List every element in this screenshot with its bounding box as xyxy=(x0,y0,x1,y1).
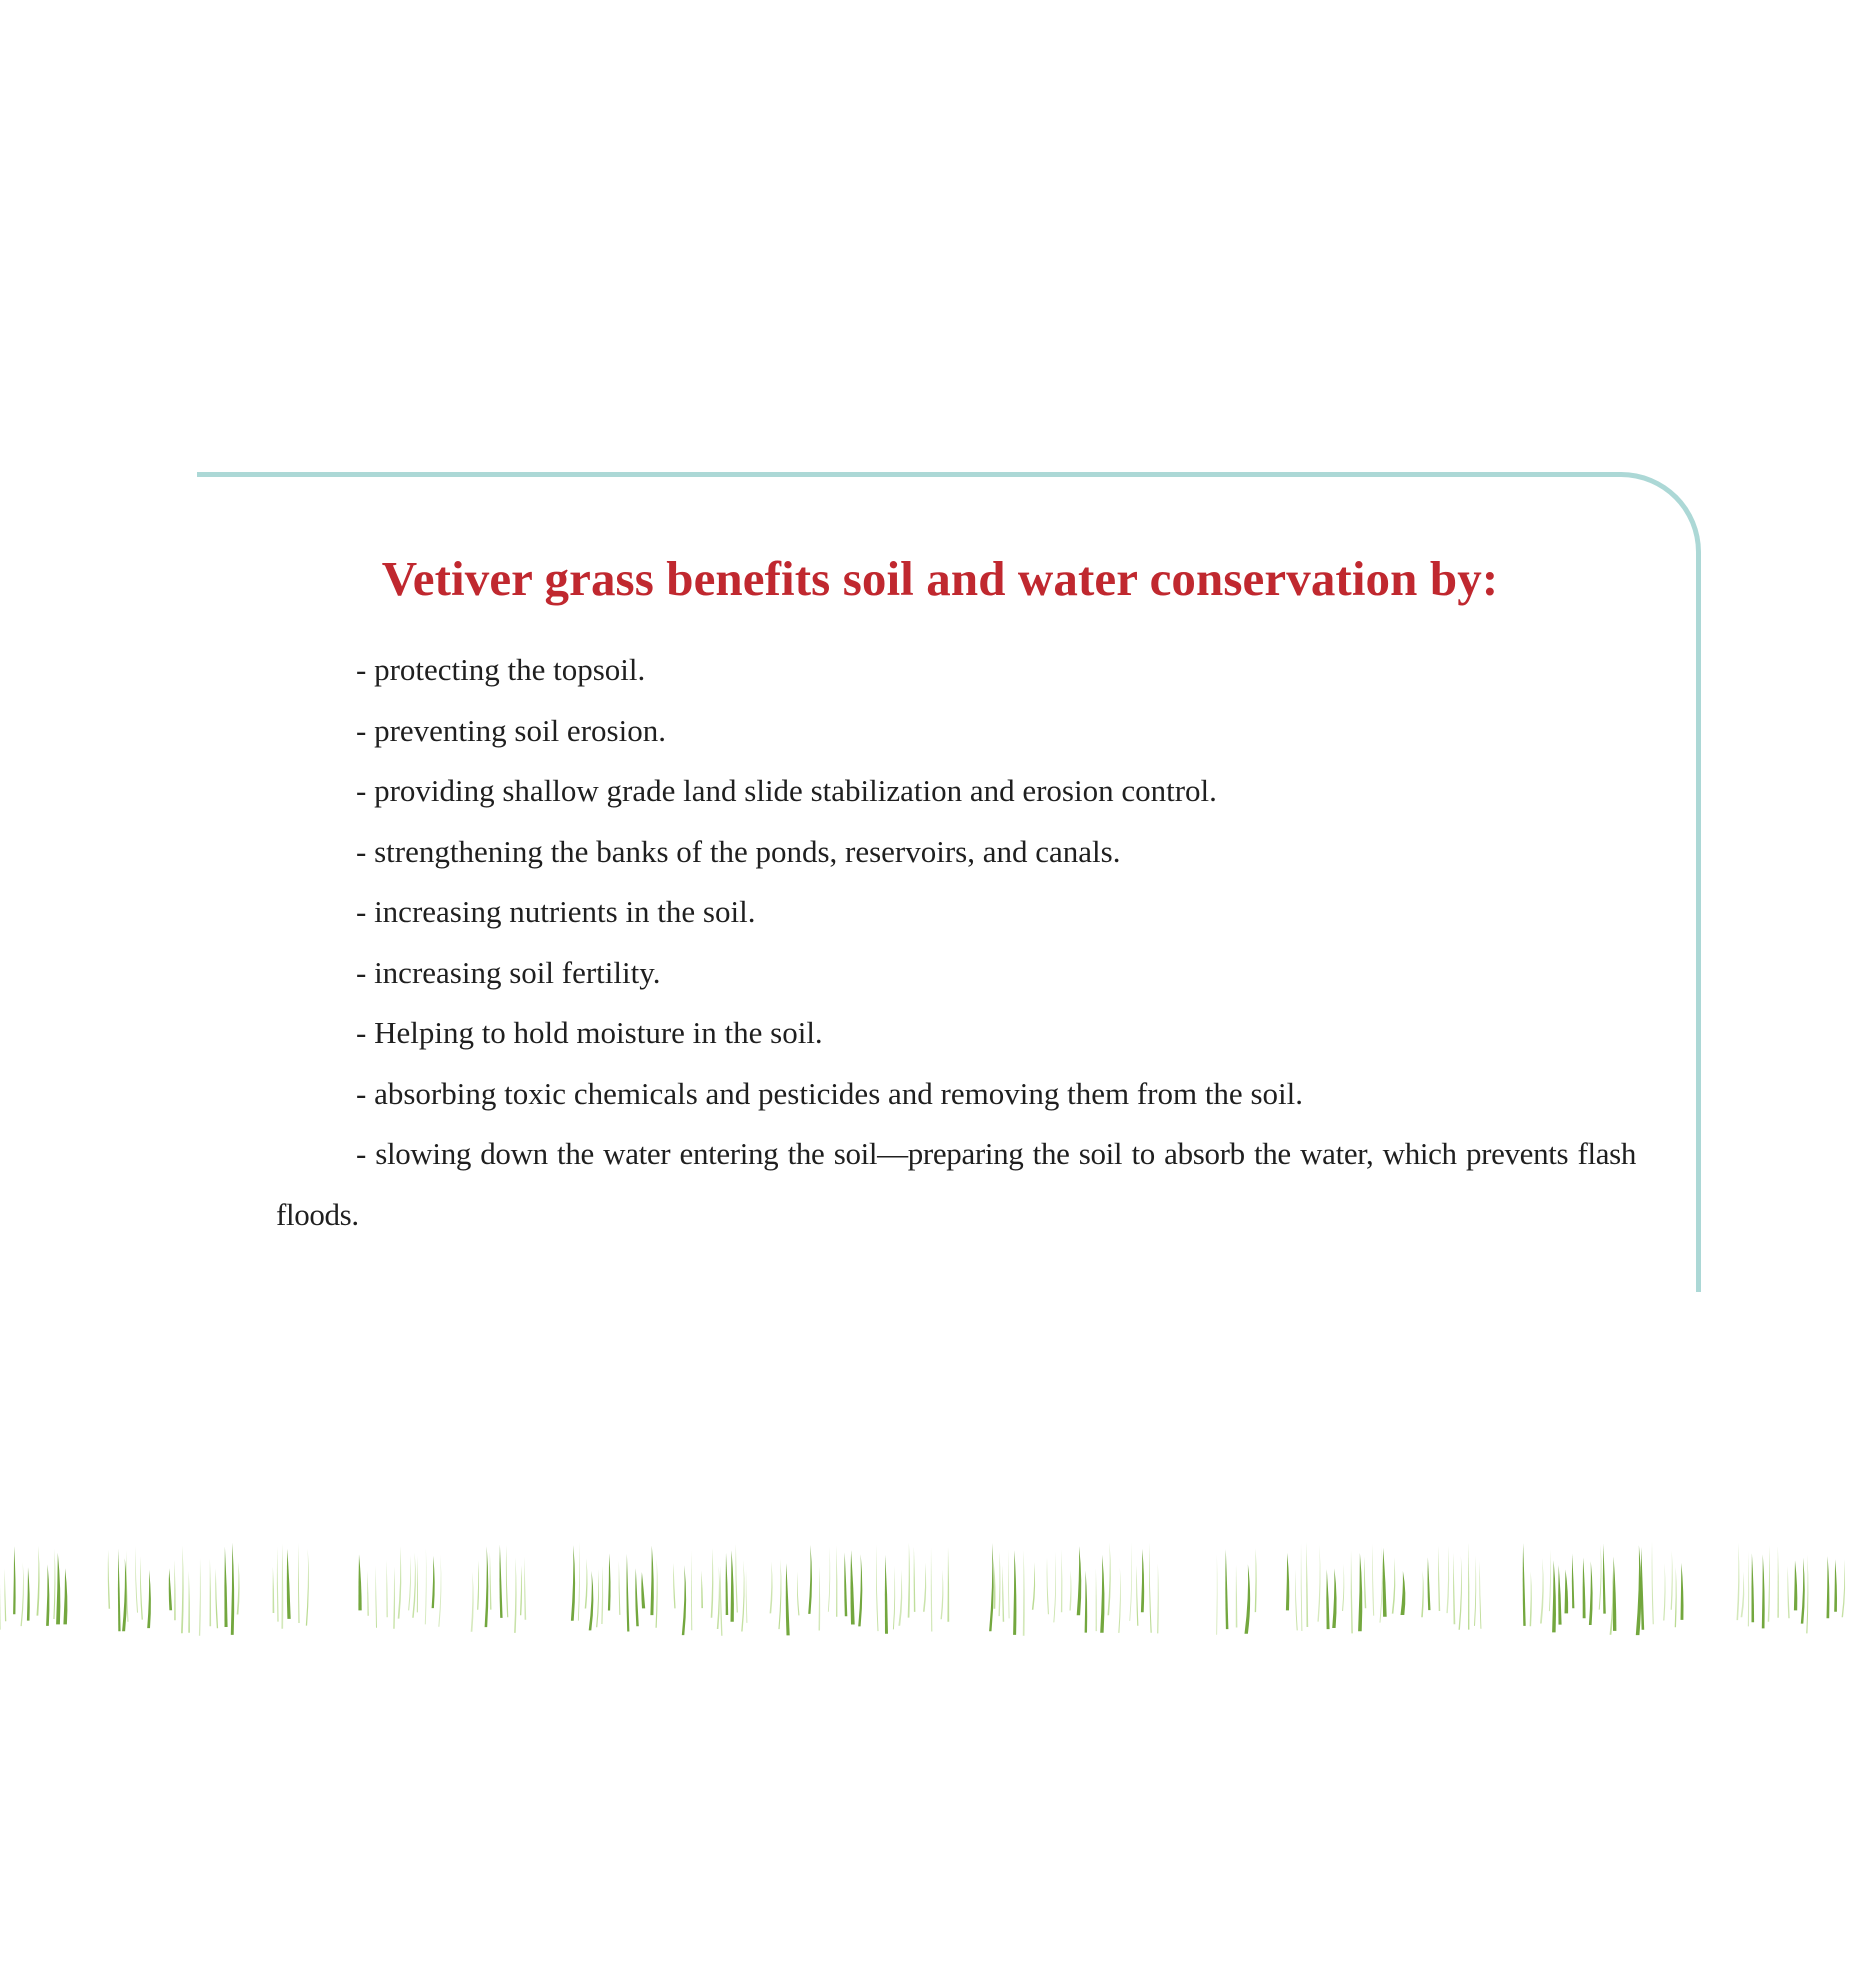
grass-blade xyxy=(1053,1552,1056,1622)
grass-blade xyxy=(224,1547,227,1627)
grass-blade xyxy=(13,1546,16,1614)
grass-blade xyxy=(1787,1566,1789,1618)
grass-blade xyxy=(1108,1543,1111,1616)
grass-blade xyxy=(188,1571,190,1633)
grass-blade xyxy=(1552,1560,1556,1632)
grass-blade xyxy=(1474,1556,1476,1626)
grass-blade xyxy=(1603,1544,1606,1614)
grass-blade xyxy=(656,1559,658,1628)
grass-blade xyxy=(1801,1558,1805,1624)
grass-blade xyxy=(1351,1550,1353,1633)
grass-blade xyxy=(746,1569,748,1623)
grass-blade xyxy=(1737,1543,1740,1620)
grass-blade xyxy=(1255,1549,1257,1613)
grass-blade xyxy=(1652,1542,1654,1624)
grass-blade xyxy=(1671,1551,1673,1610)
grass-blade xyxy=(1523,1543,1526,1626)
grass-blade xyxy=(1794,1560,1797,1610)
grass-blade xyxy=(608,1553,611,1610)
grass-blade xyxy=(231,1543,234,1635)
grass-blade xyxy=(1332,1568,1336,1628)
grass-blade xyxy=(1069,1570,1071,1610)
grass-blade xyxy=(1428,1557,1431,1610)
grass-blade xyxy=(277,1547,279,1622)
grass-blade xyxy=(994,1566,996,1609)
grass-blade xyxy=(1392,1557,1395,1613)
grass-blade xyxy=(1383,1548,1387,1617)
grass-blade xyxy=(1401,1571,1406,1615)
grass-blade xyxy=(1610,1570,1614,1635)
grass-blade xyxy=(691,1551,692,1630)
grass-blade xyxy=(1589,1561,1593,1625)
grass-blade xyxy=(650,1546,653,1616)
grass-blade xyxy=(490,1552,492,1610)
grass-blade xyxy=(1032,1562,1035,1610)
grass-blade xyxy=(1778,1546,1779,1618)
grass-blade xyxy=(1565,1570,1569,1614)
grass-blade xyxy=(1613,1557,1616,1631)
grass-blade xyxy=(1216,1555,1217,1635)
grass-blade xyxy=(1438,1546,1440,1611)
grass-blade xyxy=(601,1566,603,1624)
grass-blade xyxy=(485,1546,489,1627)
list-item: - slowing down the water entering the soil—preparing the soil to absorb the water, which prevents flash floods. xyxy=(276,1136,1636,1232)
list-item: - Helping to hold moisture in the soil. xyxy=(356,1015,823,1050)
grass-blade xyxy=(1663,1563,1665,1620)
grass-blade xyxy=(53,1549,55,1620)
grass-blade xyxy=(1317,1545,1320,1622)
grass-blade xyxy=(1558,1565,1561,1625)
grass-blade xyxy=(858,1554,862,1626)
grass-blade xyxy=(1236,1565,1238,1628)
grass-blade xyxy=(27,1567,30,1620)
grass-blade xyxy=(471,1572,474,1632)
grass-blade xyxy=(808,1545,812,1614)
grass-blade xyxy=(140,1556,143,1619)
grass-blade xyxy=(477,1561,479,1610)
grass-blade xyxy=(626,1554,629,1632)
grass-blade xyxy=(147,1570,151,1628)
grass-blade xyxy=(1061,1550,1063,1613)
benefits-list xyxy=(276,640,1636,1245)
grass-blade xyxy=(914,1547,916,1612)
grass-blade xyxy=(358,1554,361,1610)
grass-blade xyxy=(514,1558,516,1633)
grass-blade xyxy=(46,1564,49,1626)
grass-blade xyxy=(1583,1558,1586,1619)
grass-blade xyxy=(1599,1545,1602,1610)
grass-blade xyxy=(571,1545,575,1621)
grass-blade xyxy=(619,1561,621,1615)
grass-blade xyxy=(923,1563,926,1612)
grass-blade xyxy=(741,1560,744,1631)
grass-blade xyxy=(1286,1553,1289,1611)
grass-blade xyxy=(1096,1568,1097,1631)
grass-blade xyxy=(393,1567,395,1629)
grass-blade xyxy=(306,1549,309,1626)
grass-blade xyxy=(63,1568,67,1624)
grass-blade xyxy=(778,1559,781,1629)
page-title xyxy=(0,546,1850,612)
grass-blade xyxy=(682,1565,686,1635)
grass-blade xyxy=(398,1546,402,1618)
grass-blade xyxy=(1342,1564,1344,1611)
grass-blade xyxy=(376,1566,377,1628)
grass-blade xyxy=(999,1552,1001,1617)
grass-blade xyxy=(181,1546,184,1634)
grass-blade xyxy=(215,1569,218,1629)
grass-blade xyxy=(1023,1550,1025,1636)
grass-blade xyxy=(641,1572,645,1608)
grass-blade xyxy=(1326,1569,1329,1629)
grass-blade xyxy=(941,1570,944,1620)
grass-blade xyxy=(844,1553,847,1617)
grass-blade xyxy=(797,1572,800,1616)
grass-blade xyxy=(1085,1571,1088,1633)
grass-blade xyxy=(135,1546,138,1613)
grass-blade xyxy=(1572,1554,1575,1609)
grass-blade xyxy=(37,1546,40,1616)
grass-blade xyxy=(174,1560,176,1620)
grass-blade xyxy=(701,1571,703,1609)
grass-blade xyxy=(1100,1555,1104,1633)
grass-blade xyxy=(1358,1553,1362,1631)
grass-blade xyxy=(499,1545,502,1618)
grass-blade xyxy=(273,1567,275,1613)
grass-blade xyxy=(21,1562,24,1626)
grass-blade xyxy=(412,1553,416,1618)
grass-blade xyxy=(1301,1544,1303,1631)
list-item: - increasing soil fertility. xyxy=(356,954,661,990)
page-title-text: Vetiver grass benefits soil and water conservation by: xyxy=(381,551,1499,606)
grass-blade xyxy=(1149,1543,1152,1633)
grass-blade xyxy=(908,1543,910,1618)
grass-blade xyxy=(1225,1549,1228,1629)
grass-blade xyxy=(417,1556,418,1613)
grass-blade xyxy=(1641,1547,1644,1630)
grass-blade xyxy=(108,1550,110,1609)
grass-blade xyxy=(1245,1564,1251,1634)
grass-blade xyxy=(1806,1555,1808,1634)
list-item: - absorbing toxic chemicals and pesticides and removing them from the soil. xyxy=(356,1075,1303,1111)
grass-blade xyxy=(898,1570,902,1626)
grass-blade xyxy=(1002,1565,1004,1622)
grass-blade xyxy=(1421,1571,1424,1618)
grass-blade xyxy=(931,1548,933,1632)
grass-blade xyxy=(736,1544,738,1612)
grass-blade xyxy=(1364,1557,1366,1609)
grass-blade xyxy=(893,1566,895,1629)
grass-blade xyxy=(1480,1561,1482,1629)
grass-blade xyxy=(1077,1546,1082,1615)
grass-blade xyxy=(876,1545,878,1632)
grass-blade xyxy=(1768,1546,1770,1622)
grass-blade xyxy=(1380,1546,1383,1622)
grass-strip-illustration xyxy=(0,1538,1850,1638)
grass-blade xyxy=(770,1562,773,1614)
grass-blade xyxy=(524,1557,526,1620)
list-item: - protecting the topsoil. xyxy=(356,652,646,687)
grass-blade xyxy=(717,1566,720,1629)
grass-blade xyxy=(836,1546,837,1617)
grass-blade xyxy=(673,1563,675,1608)
grass-blade xyxy=(578,1542,580,1621)
grass-blade xyxy=(589,1571,594,1630)
grass-blade xyxy=(1540,1558,1544,1623)
grass-blade xyxy=(1827,1556,1830,1618)
grass-blade xyxy=(1372,1544,1374,1616)
grass-blade xyxy=(726,1553,729,1615)
grass-blade xyxy=(1636,1545,1641,1635)
grass-blade xyxy=(1549,1550,1551,1611)
grass-blade xyxy=(1295,1569,1297,1630)
grass-blade xyxy=(635,1568,638,1626)
grass-blade xyxy=(947,1547,949,1622)
grass-blade xyxy=(237,1562,240,1615)
grass-blade xyxy=(596,1569,599,1627)
grass-blade xyxy=(786,1563,790,1635)
grass-blade xyxy=(1136,1565,1138,1626)
grass-blade xyxy=(1741,1572,1745,1618)
grass-blade xyxy=(1468,1543,1469,1630)
grass-blade xyxy=(118,1549,121,1631)
grass-blade xyxy=(1751,1553,1754,1622)
grass-blade xyxy=(1681,1563,1684,1620)
grass-blade xyxy=(1118,1568,1120,1633)
list-item: - increasing nutrients in the soil. xyxy=(356,894,756,929)
grass-blade xyxy=(819,1566,821,1630)
grass-blade xyxy=(281,1544,283,1629)
grass-blade xyxy=(1306,1542,1308,1627)
list-item: - strengthening the banks of the ponds, reservoirs, and canals. xyxy=(356,833,1121,869)
grass-blade xyxy=(1446,1546,1449,1613)
grass-blade xyxy=(1013,1550,1016,1635)
grass-blade xyxy=(0,1547,1,1630)
grass-blade xyxy=(1453,1553,1455,1624)
grass-blade xyxy=(408,1555,411,1610)
grass-blade xyxy=(425,1549,427,1625)
grass-blade xyxy=(885,1555,888,1634)
grass-blade xyxy=(1157,1564,1158,1634)
grass-blade xyxy=(56,1553,60,1625)
grass-blade xyxy=(989,1543,994,1631)
grass-blade xyxy=(585,1559,588,1609)
grass-blade xyxy=(520,1565,522,1615)
grass-blade xyxy=(432,1556,435,1608)
grass-blade xyxy=(1675,1567,1677,1627)
grass-blade xyxy=(1834,1559,1837,1611)
grass-blade xyxy=(1748,1551,1749,1626)
grass-blade xyxy=(506,1545,508,1617)
grass-blade xyxy=(438,1555,441,1627)
grass-blade xyxy=(1129,1543,1132,1621)
list-item: - preventing soil erosion. xyxy=(356,712,666,748)
grass-blade xyxy=(386,1560,388,1617)
grass-blade xyxy=(1530,1572,1532,1627)
grass-blade xyxy=(287,1549,291,1619)
grass-blade xyxy=(199,1558,201,1635)
grass-blade xyxy=(1047,1558,1049,1615)
grass-blade xyxy=(1141,1549,1144,1613)
grass-blade xyxy=(828,1547,830,1612)
grass-blade xyxy=(711,1548,714,1617)
grass-blade xyxy=(169,1568,172,1610)
grass-blade xyxy=(720,1566,722,1636)
grass-blade xyxy=(298,1543,300,1623)
grass-blade xyxy=(1459,1556,1462,1630)
grass-blade xyxy=(367,1571,368,1616)
list-item: - providing shallow grade land slide stabilization and erosion control. xyxy=(356,773,1217,808)
grass-blade xyxy=(210,1559,212,1627)
grass-blade xyxy=(1762,1555,1765,1629)
grass-blade xyxy=(1842,1559,1846,1617)
grass-blade xyxy=(4,1569,6,1622)
grass-blade xyxy=(850,1550,854,1624)
grass-blade xyxy=(731,1550,734,1621)
grass-blade xyxy=(1008,1549,1010,1618)
